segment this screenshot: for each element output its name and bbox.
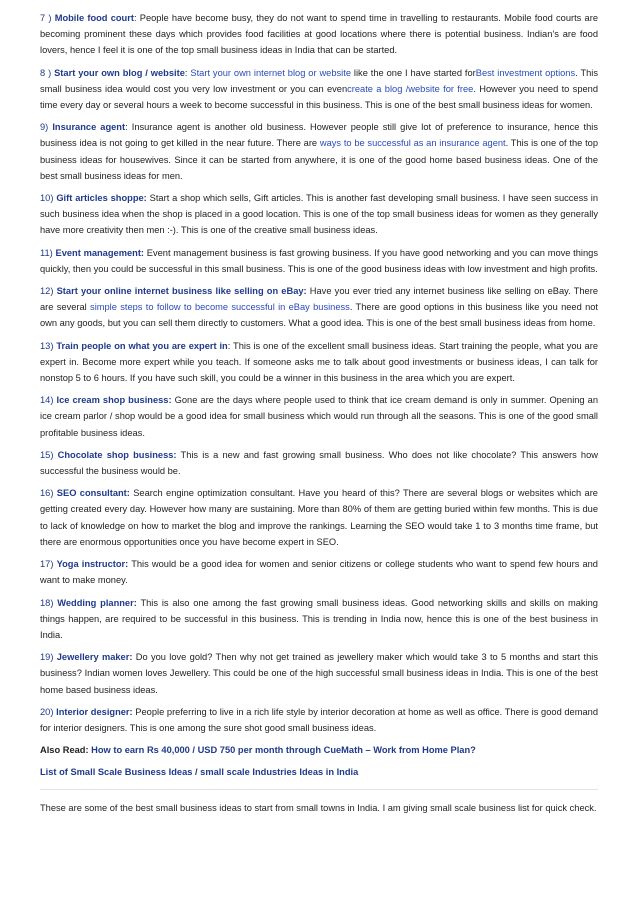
closing-paragraph: These are some of the best small business ideas to start from small towns in India. I am giving small scale business list for quick check. bbox=[40, 802, 597, 813]
item-number: 9) bbox=[40, 122, 49, 133]
small-scale-list-link[interactable]: List of Small Scale Business Ideas / small scale Industries Ideas in India bbox=[40, 767, 359, 778]
item-title: Jewellery maker: bbox=[56, 652, 133, 663]
item-number: 11) bbox=[40, 247, 53, 258]
best-investment-options-link[interactable]: Best investment options bbox=[475, 67, 576, 78]
item-number: 10) bbox=[40, 193, 54, 204]
ebay-steps-link[interactable]: simple steps to follow to become successful in eBay business bbox=[90, 302, 350, 313]
item-13: 13) Train people on what you are expert in: This is one of the excellent small business ideas. Start training the people, what you are expert in. Become more expert while you teach. If someone asks me to talk about good investments or business ideas, I can talk for nonstop 5 to 6 hours. If you have such skill, you could be a winner in this business in the area which you are expert. bbox=[40, 340, 598, 384]
item-number: 15) bbox=[40, 449, 54, 460]
item-title: Interior designer: bbox=[56, 706, 133, 717]
item-text: This is one of the excellent small business ideas. Start training the people, what you are expert in. Become more expert while you teach. If someone asks me to talk about good investments or business ideas, I can talk for nonstop 5 to 6 hours. If you have such skill, you could be a winner in this business in the area which you are expert. bbox=[40, 340, 598, 384]
item-title: Event management: bbox=[55, 247, 145, 258]
item-text: Do you love gold? Then why not get trained as jewellery maker which would take 3 to 5 months and start this business? Indian women loves Jewellery. This could be one of the high successful small business ideas in India. This is one of the best home based business ideas. bbox=[40, 652, 598, 695]
item-16 bbox=[40, 485, 598, 550]
item-text: This is also one among the fast growing small business ideas. Good networking skills and skills on making things happen, are required to be successful in this business. This is trending in India now, hence this is one of the best business in India. bbox=[40, 597, 598, 640]
item-title: Gift articles shoppe: bbox=[56, 193, 147, 204]
item-title: Train people on what you are expert in bbox=[56, 340, 228, 351]
item-number: 14) bbox=[40, 395, 54, 406]
item-12: 12) Start your online internet business like selling on eBay: Have you ever tried any internet business like selling on eBay. There are several simple steps to follow to become successful in eBay business. There are good options in this business like you need not own any goods, but you can sell them directly to customers. What a good idea. This is one of the best small business ideas from home. bbox=[40, 286, 599, 329]
item-title: Start your own blog / website bbox=[54, 67, 185, 78]
item-text: Gone are the days where people used to think that ice cream demand is only in summer. Opening an ice cream parlor / shop would be a good idea for small business which would run through all the seasons. This is one of the good small profitable business ideas. bbox=[40, 395, 598, 438]
item-title: Wedding planner: bbox=[57, 597, 137, 608]
item-10 bbox=[40, 190, 598, 239]
item-11 bbox=[40, 245, 598, 277]
item-19 bbox=[40, 649, 598, 698]
item-text: This would be a good idea for women and senior citizens or college students who want to spend few hours and want to make money. bbox=[40, 559, 598, 586]
divider bbox=[40, 789, 598, 790]
item-7: 7 ) Mobile food court: People have become busy, they do not want to spend time in travelling to restaurants. Mobile food courts are becoming prominent these days which provides food facilities at good locations where there is potential business. Indian’s are food lovers, hence I feel it is one of the top small business ideas in India that can be started. bbox=[40, 13, 598, 56]
insurance-agent-link[interactable]: ways to be successful as an insurance agent bbox=[319, 138, 506, 149]
also-read-label: Also Read: bbox=[40, 745, 92, 756]
item-text: Start a shop which sells, Gift articles. This is another fast developing small business. I have seen success in such business idea when the shop is placed in a good location. This is one of the top small business ideas for women as they generally have more creativity then men :-). This is one of the creative small business ideas. bbox=[40, 193, 598, 236]
item-text: People have become busy, they do not want to spend time in travelling to restaurants. Mobile food courts are becoming prominent these days which provides food facilities at good locations where there is potential business. Indian’s are food lovers, hence I feel it is one of the top small business ideas in India that can be started. bbox=[40, 13, 598, 56]
item-title: Mobile food court bbox=[54, 13, 134, 23]
cuemath-link[interactable]: How to earn Rs 40,000 / USD 750 per month through CueMath – Work from Home Plan? bbox=[91, 745, 476, 756]
item-title: Insurance agent bbox=[52, 122, 126, 133]
item-title: Start your online internet business like selling on eBay: bbox=[56, 286, 307, 297]
item-number: 8 ) bbox=[40, 67, 52, 78]
item-14 bbox=[40, 392, 598, 441]
item-title: Ice cream shop business: bbox=[56, 395, 172, 406]
item-text: Search engine optimization consultant. Have you heard of this? There are several blogs or websites which are getting created every day. However how many are sustaining. More than 80% of them are getting buried within few months. This is due to lack of knowledge on how to market the blog and improve the rankings. Learning the SEO would take 1 to 3 months time frame, but there are enormous opportunities once you have become expert in SEO. bbox=[40, 488, 598, 547]
item-title: Chocolate shop business: bbox=[57, 449, 177, 460]
item-text: This is a new and fast growing small business. Who does not like chocolate? This answers how successful the business would be. bbox=[40, 449, 598, 477]
item-title: SEO consultant: bbox=[56, 488, 130, 499]
item-18 bbox=[40, 595, 598, 644]
item-17 bbox=[40, 556, 598, 588]
create-blog-free-link[interactable]: create a blog /website for free bbox=[347, 83, 474, 94]
item-9: 9) Insurance agent: Insurance agent is another old business. However people still give lot of preference to insurance, hence this business idea is not going to get killed in the near future. There are ways to be successful as an insurance agent. This is one of the top business ideas for housewives. Since it can be started from anywhere, it is one of the good home based business ideas. One of the best small business ideas for men. bbox=[40, 122, 599, 181]
item-number: 12) bbox=[40, 286, 54, 297]
item-number: 19) bbox=[40, 652, 54, 663]
item-number: 7 ) bbox=[40, 13, 52, 23]
item-number: 13) bbox=[40, 340, 54, 351]
list-link-paragraph bbox=[40, 764, 598, 780]
blog-website-link[interactable]: Start your own internet blog or website bbox=[190, 67, 351, 78]
item-15 bbox=[40, 447, 598, 479]
item-title: Yoga instructor: bbox=[56, 559, 129, 570]
item-text: People preferring to live in a rich life style by interior decoration at home as well as office. There is good demand for interior designers. This is one among the sure shot good small business ideas. bbox=[40, 706, 598, 733]
item-number: 16) bbox=[40, 488, 54, 499]
item-8: 8 ) Start your own blog / website: Start your own internet blog or website like the one I have started forBest investment options. This small business idea would cost you very low investment or you can evencreate a blog /website for free. However you need to spend time every day or several hours a week to become successful in this business. This is one of the best small business ideas for women. bbox=[40, 67, 599, 111]
also-read bbox=[40, 742, 598, 758]
item-number: 17) bbox=[40, 559, 54, 570]
item-20 bbox=[40, 704, 598, 736]
item-text: Event management business is fast growing business. If you have good networking and you can move things quickly, then you could be successful in this small business. This is one of the good business ideas with low investment and high profits. bbox=[40, 247, 598, 274]
item-number: 18) bbox=[40, 597, 54, 608]
item-number: 20) bbox=[40, 706, 54, 717]
